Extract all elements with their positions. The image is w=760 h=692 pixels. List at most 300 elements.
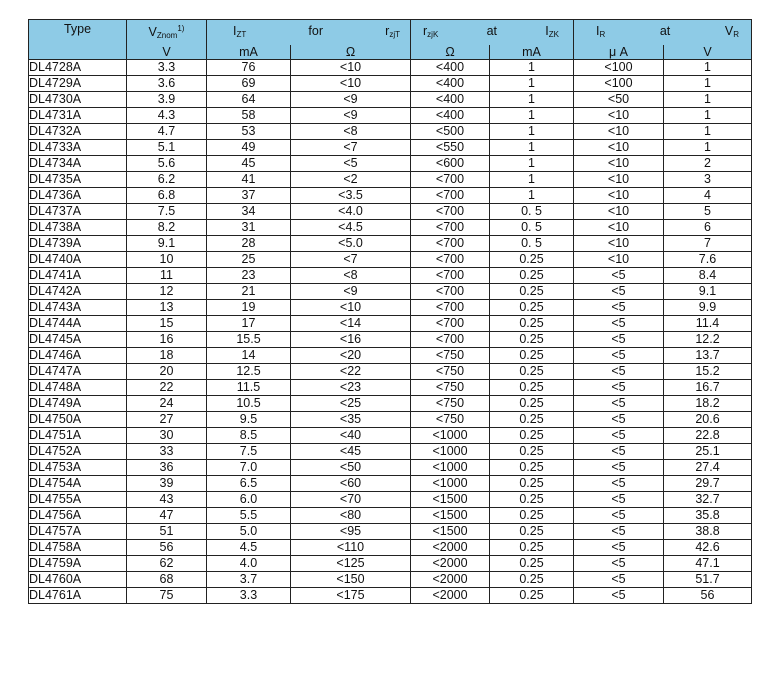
cell-izk: 0.25 [490,412,574,428]
cell-izk: 0.25 [490,284,574,300]
cell-ir: <5 [574,396,664,412]
table-row [29,348,752,364]
cell-vr: 38.8 [664,524,752,540]
cell-type: DL4735A [29,172,127,188]
cell-rzik: <700 [411,220,490,236]
cell-ir: <5 [574,412,664,428]
izt-subscript: ZT [236,29,247,39]
cell-vz-nom: 39 [127,476,207,492]
cell-rzit: <150 [291,572,411,588]
cell-type: DL4758A [29,540,127,556]
cell-type: DL4757A [29,524,127,540]
cell-rzik: <750 [411,364,490,380]
cell-rzik: <700 [411,316,490,332]
cell-vz-nom: 47 [127,508,207,524]
cell-vz-nom: 15 [127,316,207,332]
cell-ir: <5 [574,300,664,316]
unit-rzik: Ω [411,45,490,60]
cell-rzik: <550 [411,140,490,156]
cell-type: DL4751A [29,428,127,444]
cell-vz-nom: 24 [127,396,207,412]
cell-vz-nom: 8.2 [127,220,207,236]
units-row [29,45,752,60]
cell-izt: 8.5 [207,428,291,444]
cell-ir: <100 [574,76,664,92]
cell-type: DL4746A [29,348,127,364]
cell-type: DL4749A [29,396,127,412]
cell-type: DL4739A [29,236,127,252]
cell-vz-nom: 33 [127,444,207,460]
cell-izk: 0.25 [490,444,574,460]
cell-type: DL4741A [29,268,127,284]
table-row [29,444,752,460]
cell-izk: 0.25 [490,332,574,348]
cell-izk: 1 [490,76,574,92]
vr-label [725,22,739,44]
cell-izt: 10.5 [207,396,291,412]
cell-type: DL4740A [29,252,127,268]
cell-vr: 6 [664,220,752,236]
cell-vr: 12.2 [664,332,752,348]
cell-vz-nom: 13 [127,300,207,316]
cell-vr: 2 [664,156,752,172]
cell-type: DL4745A [29,332,127,348]
cell-rzik: <700 [411,236,490,252]
cell-rzit: <35 [291,412,411,428]
cell-izk: 1 [490,140,574,156]
cell-vr: 1 [664,76,752,92]
cell-izt: 49 [207,140,291,156]
cell-type: DL4742A [29,284,127,300]
cell-izt: 41 [207,172,291,188]
cell-rzik: <500 [411,124,490,140]
table-row [29,76,752,92]
cell-rzik: <700 [411,252,490,268]
cell-rzit: <16 [291,332,411,348]
cell-izk: 0.25 [490,348,574,364]
cell-izt: 5.0 [207,524,291,540]
cell-rzit: <5.0 [291,236,411,252]
cell-vz-nom: 51 [127,524,207,540]
cell-vr: 18.2 [664,396,752,412]
cell-rzik: <700 [411,268,490,284]
cell-type: DL4743A [29,300,127,316]
cell-izk: 0. 5 [490,236,574,252]
cell-izt: 58 [207,108,291,124]
table-body [29,60,752,604]
vz-header [127,20,207,46]
cell-type: DL4761A [29,588,127,604]
cell-rzik: <750 [411,412,490,428]
cell-rzit: <10 [291,76,411,92]
cell-vr: 1 [664,140,752,156]
cell-izk: 1 [490,124,574,140]
cell-rzik: <1500 [411,492,490,508]
cell-vz-nom: 18 [127,348,207,364]
cell-vr: 8.4 [664,268,752,284]
cell-izt: 69 [207,76,291,92]
cell-ir: <50 [574,92,664,108]
rzik-label [423,22,438,44]
cell-rzit: <14 [291,316,411,332]
table-row [29,460,752,476]
cell-vz-nom: 6.2 [127,172,207,188]
cell-type: DL4752A [29,444,127,460]
izt-label [233,22,246,44]
table-row [29,300,752,316]
cell-vr: 1 [664,124,752,140]
for-label: for [308,23,323,38]
cell-rzit: <2 [291,172,411,188]
table-row [29,284,752,300]
cell-izt: 21 [207,284,291,300]
cell-vr: 29.7 [664,476,752,492]
cell-izk: 1 [490,172,574,188]
cell-ir: <5 [574,476,664,492]
cell-rzit: <10 [291,60,411,76]
ir-label [596,22,605,44]
cell-rzit: <5 [291,156,411,172]
vz-footnote: 1) [177,24,185,33]
cell-rzik: <600 [411,156,490,172]
cell-vz-nom: 56 [127,540,207,556]
cell-rzik: <400 [411,92,490,108]
cell-type: DL4738A [29,220,127,236]
cell-izt: 12.5 [207,364,291,380]
cell-izt: 5.5 [207,508,291,524]
table-row [29,508,752,524]
cell-rzit: <70 [291,492,411,508]
cell-type: DL4754A [29,476,127,492]
cell-izt: 53 [207,124,291,140]
cell-type: DL4744A [29,316,127,332]
cell-rzit: <20 [291,348,411,364]
cell-ir: <5 [574,348,664,364]
cell-izt: 31 [207,220,291,236]
cell-ir: <5 [574,540,664,556]
cell-izk: 0.25 [490,316,574,332]
cell-rzik: <750 [411,396,490,412]
cell-ir: <5 [574,588,664,604]
cell-izk: 0.25 [490,492,574,508]
cell-vr: 4 [664,188,752,204]
table-row [29,572,752,588]
cell-ir: <10 [574,204,664,220]
cell-vz-nom: 11 [127,268,207,284]
cell-rzik: <1500 [411,508,490,524]
cell-type: DL4733A [29,140,127,156]
table-row [29,252,752,268]
cell-vz-nom: 5.1 [127,140,207,156]
table-row [29,220,752,236]
cell-ir: <10 [574,156,664,172]
cell-vz-nom: 7.5 [127,204,207,220]
cell-type: DL4737A [29,204,127,220]
cell-vz-nom: 27 [127,412,207,428]
cell-rzik: <400 [411,76,490,92]
cell-rzik: <750 [411,380,490,396]
table-row [29,476,752,492]
cell-ir: <5 [574,332,664,348]
cell-ir: <5 [574,572,664,588]
table-row [29,316,752,332]
cell-rzit: <175 [291,588,411,604]
cell-izk: 0.25 [490,572,574,588]
ir-vr-header [574,20,752,46]
izk-subscript: ZK [548,29,559,39]
cell-izt: 76 [207,60,291,76]
cell-rzit: <25 [291,396,411,412]
cell-rzik: <2000 [411,588,490,604]
cell-izt: 14 [207,348,291,364]
cell-ir: <5 [574,524,664,540]
cell-ir: <10 [574,172,664,188]
izt-rzit-header [207,20,411,46]
cell-rzik: <1000 [411,428,490,444]
cell-vz-nom: 4.3 [127,108,207,124]
cell-ir: <10 [574,124,664,140]
cell-vz-nom: 36 [127,460,207,476]
cell-type: DL4747A [29,364,127,380]
cell-type: DL4753A [29,460,127,476]
unit-rzit: Ω [291,45,411,60]
cell-izk: 0.25 [490,508,574,524]
rzik-symbol: r [423,23,428,38]
cell-izk: 0.25 [490,588,574,604]
cell-rzik: <750 [411,348,490,364]
cell-ir: <5 [574,460,664,476]
table-row [29,140,752,156]
izk-label [545,22,559,44]
cell-rzit: <10 [291,300,411,316]
cell-rzit: <22 [291,364,411,380]
rzik-subscript: zjK [427,29,439,39]
cell-rzik: <700 [411,300,490,316]
cell-izt: 7.5 [207,444,291,460]
cell-izk: 0. 5 [490,204,574,220]
cell-vr: 15.2 [664,364,752,380]
unit-izk: mA [490,45,574,60]
table-row [29,268,752,284]
cell-rzit: <8 [291,124,411,140]
cell-vr: 13.7 [664,348,752,364]
cell-vr: 35.8 [664,508,752,524]
vz-symbol: V [148,25,157,39]
cell-vr: 3 [664,172,752,188]
cell-rzit: <125 [291,556,411,572]
cell-vr: 27.4 [664,460,752,476]
at-label: at [486,23,497,38]
cell-izk: 0.25 [490,396,574,412]
cell-type: DL4759A [29,556,127,572]
table-header [29,20,752,60]
cell-izk: 0.25 [490,380,574,396]
cell-izt: 45 [207,156,291,172]
cell-vz-nom: 62 [127,556,207,572]
cell-vz-nom: 9.1 [127,236,207,252]
cell-izt: 4.0 [207,556,291,572]
cell-vr: 1 [664,60,752,76]
cell-izk: 0.25 [490,300,574,316]
cell-vz-nom: 12 [127,284,207,300]
cell-izt: 64 [207,92,291,108]
cell-izk: 0. 5 [490,220,574,236]
cell-rzit: <23 [291,380,411,396]
cell-type: DL4731A [29,108,127,124]
cell-ir: <10 [574,220,664,236]
cell-vz-nom: 3.9 [127,92,207,108]
table-row [29,204,752,220]
cell-rzit: <7 [291,140,411,156]
cell-rzit: <9 [291,92,411,108]
cell-type: DL4750A [29,412,127,428]
cell-rzik: <2000 [411,556,490,572]
cell-izk: 0.25 [490,428,574,444]
cell-rzik: <700 [411,188,490,204]
table-row [29,124,752,140]
header-row [29,20,752,46]
cell-rzit: <40 [291,428,411,444]
cell-vz-nom: 3.3 [127,60,207,76]
cell-vr: 56 [664,588,752,604]
cell-rzit: <50 [291,460,411,476]
table-row [29,92,752,108]
cell-izk: 0.25 [490,252,574,268]
vz-subscript: Znom [156,31,178,40]
cell-type: DL4729A [29,76,127,92]
cell-type: DL4748A [29,380,127,396]
cell-rzit: <80 [291,508,411,524]
cell-rzik: <700 [411,204,490,220]
table-row [29,332,752,348]
table-row [29,108,752,124]
cell-vz-nom: 3.6 [127,76,207,92]
cell-izt: 3.7 [207,572,291,588]
table-row [29,364,752,380]
izk-symbol: I [545,23,549,38]
cell-vz-nom: 22 [127,380,207,396]
cell-vr: 32.7 [664,492,752,508]
cell-izk: 0.25 [490,476,574,492]
cell-izt: 4.5 [207,540,291,556]
cell-rzit: <45 [291,444,411,460]
cell-ir: <5 [574,380,664,396]
cell-rzit: <8 [291,268,411,284]
cell-vz-nom: 75 [127,588,207,604]
cell-vr: 16.7 [664,380,752,396]
cell-izt: 37 [207,188,291,204]
cell-izk: 0.25 [490,524,574,540]
table-row [29,396,752,412]
table-row [29,380,752,396]
cell-type: DL4736A [29,188,127,204]
cell-rzit: <7 [291,252,411,268]
cell-ir: <5 [574,428,664,444]
cell-rzik: <2000 [411,572,490,588]
cell-ir: <10 [574,108,664,124]
cell-rzit: <110 [291,540,411,556]
cell-izt: 25 [207,252,291,268]
unit-izt: mA [207,45,291,60]
rzit-label [385,22,400,44]
table-row [29,236,752,252]
cell-izk: 1 [490,60,574,76]
cell-type: DL4760A [29,572,127,588]
cell-vr: 7 [664,236,752,252]
cell-vr: 51.7 [664,572,752,588]
cell-rzik: <400 [411,60,490,76]
cell-rzit: <9 [291,284,411,300]
cell-izt: 9.5 [207,412,291,428]
cell-rzit: <9 [291,108,411,124]
cell-ir: <10 [574,252,664,268]
cell-izt: 11.5 [207,380,291,396]
zener-spec-table [28,19,752,604]
cell-ir: <5 [574,444,664,460]
vr-subscript: R [733,29,739,39]
cell-ir: <5 [574,364,664,380]
cell-izt: 3.3 [207,588,291,604]
cell-vz-nom: 5.6 [127,156,207,172]
type-header-label: Type [63,22,92,36]
cell-rzik: <1000 [411,460,490,476]
cell-izk: 0.25 [490,540,574,556]
at-label-2: at [659,23,671,38]
cell-vz-nom: 10 [127,252,207,268]
unit-vr: V [664,45,752,60]
cell-izt: 34 [207,204,291,220]
cell-izt: 17 [207,316,291,332]
cell-ir: <5 [574,284,664,300]
cell-vr: 9.9 [664,300,752,316]
cell-rzit: <3.5 [291,188,411,204]
cell-izt: 23 [207,268,291,284]
cell-vz-nom: 43 [127,492,207,508]
cell-type: DL4732A [29,124,127,140]
cell-ir: <10 [574,140,664,156]
ir-symbol: I [596,23,600,38]
rzit-symbol: r [385,23,390,38]
cell-ir: <5 [574,492,664,508]
cell-ir: <10 [574,236,664,252]
cell-ir: <10 [574,188,664,204]
cell-rzik: <1000 [411,476,490,492]
cell-vr: 47.1 [664,556,752,572]
cell-izt: 19 [207,300,291,316]
table-row [29,172,752,188]
ir-subscript: R [599,29,606,39]
cell-vr: 22.8 [664,428,752,444]
cell-type: DL4730A [29,92,127,108]
cell-ir: <5 [574,556,664,572]
table-row [29,556,752,572]
rzit-subscript: zjT [389,29,400,39]
cell-vr: 11.4 [664,316,752,332]
table-row [29,188,752,204]
cell-izk: 1 [490,92,574,108]
cell-vr: 9.1 [664,284,752,300]
cell-izk: 0.25 [490,364,574,380]
vr-symbol: V [724,23,734,38]
cell-izt: 6.5 [207,476,291,492]
cell-rzit: <4.5 [291,220,411,236]
type-header [29,20,127,60]
cell-vr: 42.6 [664,540,752,556]
cell-vz-nom: 16 [127,332,207,348]
cell-rzik: <700 [411,284,490,300]
unit-ir: μ A [574,45,664,60]
cell-ir: <5 [574,268,664,284]
